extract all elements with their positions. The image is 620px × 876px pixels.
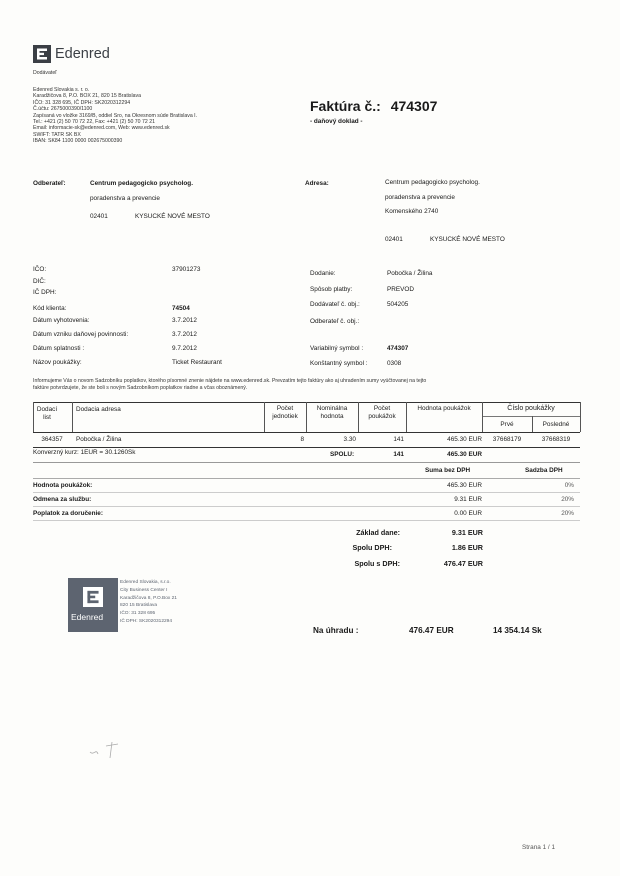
- cell-last-number: 37668319: [541, 436, 571, 443]
- edenred-logo-icon: [33, 45, 51, 63]
- left-field-issue-date-label: Dátum vyhotovenia:: [33, 317, 90, 324]
- stamp-line: IČO: 31 328 695: [120, 611, 156, 617]
- invoice-title-label: Faktúra č.:: [310, 98, 381, 114]
- customer-zip: 02401: [90, 213, 108, 220]
- signature-mark: [88, 738, 128, 760]
- supplier-line: Tel.: +421 (2) 50 70 72 22, Fax: +421 (2) 50 70 72 21: [33, 119, 155, 126]
- cell-unit-count: 8: [300, 436, 304, 443]
- left-field-voucher-name-value: Ticket Restaurant: [172, 359, 222, 366]
- right-field-payment-value: PREVOD: [387, 286, 414, 293]
- supplier-line: Č.účtu: 2675000390/1100: [33, 106, 93, 113]
- cell-nominal-value: 3.30: [343, 436, 356, 443]
- address-line-1: Centrum pedagogicko psycholog.: [385, 179, 480, 186]
- supplier-line: Zapísaná vo vložke 3169/B, oddiel Sro, na Okresnom súde Bratislava I.: [33, 112, 198, 119]
- col-header-voucher-count: Počet poukážok: [368, 405, 396, 420]
- left-field-due-date-label: Dátum splatnosti :: [33, 345, 85, 352]
- cell-first-number: 37668179: [492, 436, 522, 443]
- cell-voucher-count: 141: [393, 436, 404, 443]
- stamp-line: Edenred Slovakia, s.r.o.: [120, 580, 171, 585]
- fee-notice-line-2: faktúre potvrdzujete, že ste boli s novým Sadzobníkom poplatkov riadne a včas oboznámený.: [33, 385, 248, 391]
- company-stamp: [68, 578, 190, 632]
- customer-label: Odberateľ:: [33, 180, 66, 187]
- summary-delivery-rate: 20%: [561, 510, 574, 517]
- summary-service-rate: 20%: [561, 496, 574, 503]
- brand-name: Edenred: [55, 46, 110, 62]
- summary-delivery-label: Poplatok za doručenie:: [33, 510, 103, 517]
- supplier-address-block: [33, 87, 197, 145]
- supplier-line: Email: informacie-sk@edenred.com, Web: www.edenred.sk: [33, 125, 170, 132]
- col-header-first: Prvé: [500, 421, 514, 428]
- supplier-line: IBAN: SK84 1100 0000 002675000390: [33, 138, 123, 145]
- total-voucher-count: 141: [393, 451, 404, 458]
- stamp-line: City Business Center I: [120, 587, 168, 593]
- summary-service-label: Odmena za službu:: [33, 496, 92, 503]
- vat-total-label: Spolu DPH:: [352, 543, 392, 552]
- summary-voucher-rate: 0%: [564, 482, 574, 489]
- vat-total-value: 1.86 EUR: [451, 543, 483, 552]
- col-header-voucher-number: Číslo poukážky: [507, 405, 555, 412]
- stamp-line: IČ DPH: SK2020312294: [120, 618, 172, 624]
- col-header-delivery-address: Dodacia adresa: [76, 406, 121, 413]
- summary-col-net: Suma bez DPH: [425, 467, 471, 474]
- amount-due-sk: 14 354.14 Sk: [493, 626, 542, 635]
- summary-voucher-label: Hodnota poukážok:: [33, 482, 93, 489]
- right-field-constant-symbol-label: Konštantný symbol :: [310, 360, 368, 367]
- col-header-voucher-value: Hodnota poukážok: [417, 405, 471, 412]
- col-header-delivery-note: Dodací list: [36, 406, 58, 421]
- invoice-subtitle: - daňový doklad -: [310, 118, 363, 125]
- supplier-heading: Dodávateľ: [33, 70, 57, 76]
- col-header-nominal-value: Nominálna hodnota: [316, 405, 348, 420]
- col-header-last: Posledné: [542, 421, 570, 428]
- left-field-client-code-label: Kód klienta:: [33, 305, 67, 312]
- tax-base-value: 9.31 EUR: [451, 528, 483, 537]
- stamp-line: 820 15 Bratislava: [120, 603, 158, 609]
- supplier-line: IČO: 31 328 695, IČ DPH: SK2020312294: [33, 99, 131, 106]
- right-field-delivery-label: Dodanie:: [310, 270, 336, 277]
- right-field-constant-symbol-value: 0308: [387, 360, 402, 367]
- customer-name: Centrum pedagogicko psycholog.: [90, 180, 193, 187]
- left-field-due-date-value: 9.7.2012: [172, 345, 197, 352]
- address-label: Adresa:: [305, 180, 329, 187]
- right-field-variable-symbol-value: 474307: [387, 345, 409, 352]
- stamp-text: [120, 579, 177, 626]
- left-field-client-code-value: 74504: [172, 305, 190, 312]
- supplier-line: SWIFT: TATR SK BX: [33, 131, 81, 138]
- left-field-voucher-name-label: Názov poukážky:: [33, 359, 82, 366]
- total-label: SPOLU:: [330, 451, 355, 458]
- left-field-issue-date-value: 3.7.2012: [172, 317, 197, 324]
- cell-delivery-note: 364357: [41, 436, 63, 443]
- summary-delivery-net: 0.00 EUR: [454, 510, 482, 517]
- invoice-number: 474307: [390, 98, 438, 114]
- right-field-variable-symbol-label: Variabilný symbol :: [310, 345, 364, 352]
- left-field-tax-date-label: Dátum vzniku daňovej povinnosti:: [33, 331, 129, 338]
- invoice-title: [310, 98, 437, 115]
- left-field-ico-value: 37901273: [172, 266, 201, 273]
- stamp-logo-icon: [83, 587, 103, 607]
- address-zip: 02401: [385, 236, 403, 243]
- customer-name-2: poradenstva a prevencie: [90, 195, 160, 202]
- left-field-tax-date-value: 3.7.2012: [172, 331, 197, 338]
- right-field-payment-label: Spôsob platby:: [310, 286, 353, 293]
- right-field-supplier-order-label: Dodávateľ č. obj.:: [310, 301, 360, 308]
- left-field-dic-label: DIČ:: [33, 278, 46, 285]
- address-line-3: Komenského 2740: [385, 208, 439, 215]
- customer-city: KYSUCKÉ NOVÉ MESTO: [135, 213, 210, 220]
- tax-base-label: Základ dane:: [356, 528, 400, 537]
- left-field-icdph-label: IČ DPH:: [33, 289, 57, 296]
- page-number: Strana 1 / 1: [522, 844, 556, 851]
- cell-delivery-address: Pobočka / Žilina: [76, 436, 122, 443]
- fee-notice-line-1: Informujeme Vás o novom Sadzobníku poplatkov, ktorého písomné znenie nájdete na www.edenred.sk. Prevzatím tejto faktúry ako aj uhradením sumy vyúčtovanej na tejto: [33, 378, 427, 384]
- summary-service-net: 9.31 EUR: [454, 496, 482, 503]
- summary-col-vat-rate: Sadzba DPH: [525, 467, 563, 474]
- address-line-2: poradenstva a prevencie: [385, 194, 455, 201]
- grand-total-label: Spolu s DPH:: [354, 559, 400, 568]
- supplier-line: Edenred Slovakia s. r. o.: [33, 87, 90, 93]
- stamp-brand-name: Edenred: [71, 612, 104, 622]
- right-field-supplier-order-value: 504205: [387, 301, 409, 308]
- stamp-line: Karadžičova 8, P.O.Box 21: [120, 595, 177, 601]
- exchange-rate: Konverzný kurz: 1EUR = 30.1260Sk: [33, 449, 136, 456]
- amount-due-label: Na úhradu :: [313, 626, 359, 635]
- cell-voucher-value: 465.30 EUR: [447, 436, 482, 443]
- address-city: KYSUCKÉ NOVÉ MESTO: [430, 236, 505, 243]
- right-field-customer-order-label: Odberateľ č. obj.:: [310, 318, 360, 325]
- total-voucher-value: 465.30 EUR: [447, 451, 482, 458]
- supplier-line: Karadžičova 8, P.O. BOX 21, 820 15 Bratislava: [33, 93, 142, 100]
- stamp-logo-box: [68, 578, 118, 632]
- amount-due-eur: 476.47 EUR: [409, 626, 454, 635]
- grand-total-value: 476.47 EUR: [443, 559, 483, 568]
- col-header-unit-count: Počet jednotiek: [272, 405, 298, 420]
- right-field-delivery-value: Pobočka / Žilina: [387, 270, 433, 277]
- left-field-ico-label: IČO:: [33, 266, 47, 273]
- summary-voucher-net: 465.30 EUR: [447, 482, 482, 489]
